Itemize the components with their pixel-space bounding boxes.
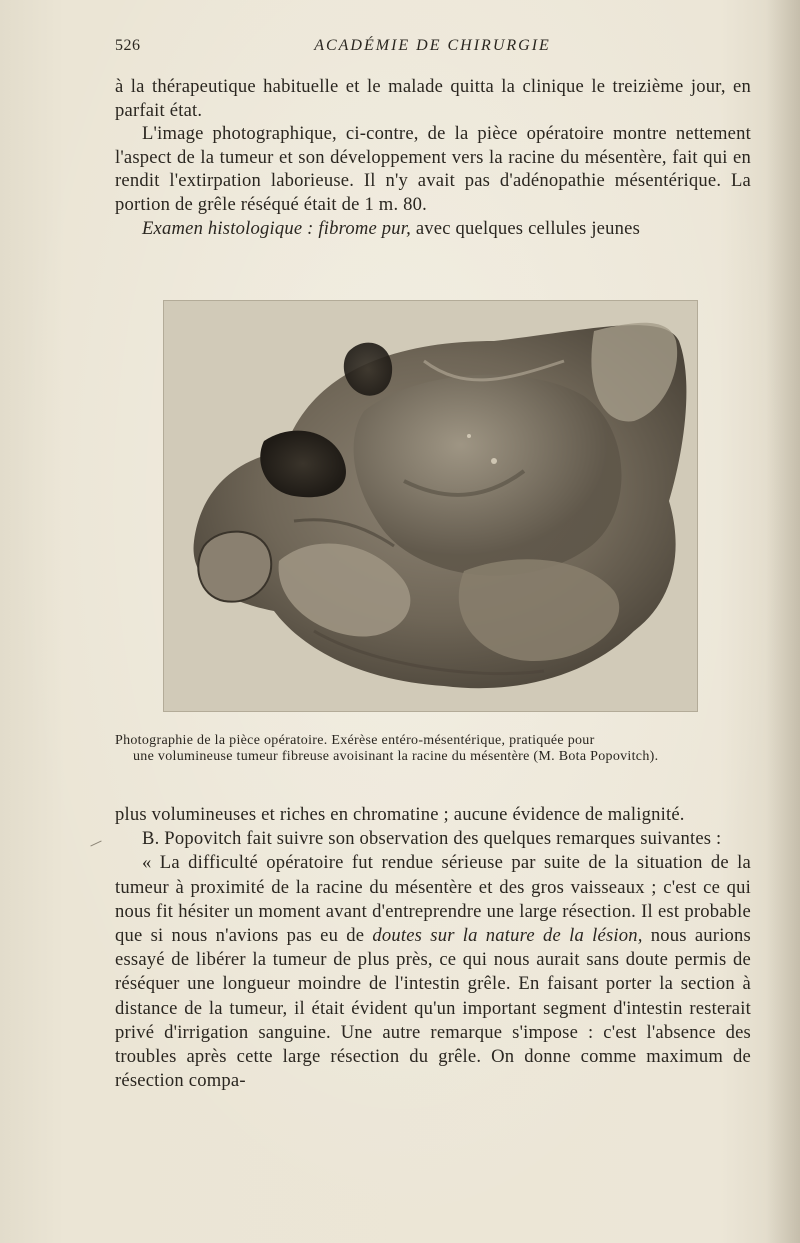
page-header bbox=[115, 37, 750, 59]
paragraph-text: avec quelques cellules jeunes bbox=[410, 217, 641, 239]
bottom-text-block bbox=[115, 803, 751, 1093]
paragraph: B. Popovitch fait suivre son observation des quelques remarques suivantes : bbox=[142, 828, 722, 850]
paragraph: L'image photographique, ci-contre, de la pièce opératoire montre nettement l'aspect de la tumeur et son développement vers la racine du mésentère, fait qui en rendit l'extirpation laborieuse. Il n'y avait pas d'adénopathie mésentérique. La portion de grêle réséqué était de 1 m. 80. bbox=[115, 123, 751, 215]
paragraph: à la thérapeutique habituelle et le malade quitta la clinique le treizième jour, en parfait état. bbox=[115, 76, 751, 121]
paragraph bbox=[115, 217, 751, 241]
intestine-cut-end bbox=[198, 532, 271, 602]
italic-phrase: doutes sur la nature de la lésion, bbox=[372, 925, 643, 947]
page-number: 526 bbox=[115, 37, 141, 54]
caption-line: Photographie de la pièce opératoire. Exérèse entéro-mésentérique, pratiquée pour bbox=[115, 733, 595, 748]
paragraph: plus volumineuses et riches en chromatine ; aucune évidence de malignité. bbox=[115, 804, 685, 825]
top-text-block bbox=[115, 75, 751, 240]
quoted-paragraph bbox=[115, 851, 751, 1093]
margin-mark bbox=[90, 841, 101, 847]
specimen-photograph-image bbox=[164, 301, 697, 711]
page-edge-shadow bbox=[766, 0, 800, 1243]
running-title: ACADÉMIE DE CHIRURGIE bbox=[314, 37, 551, 54]
paragraph-text: « La difficulté opératoire fut rendue sérieuse par suite de la situation de la tumeur à proximité de la racine du mésentère et des gros vaisseaux ; c'est ce qui nous fit hésiter un moment avant d'entreprendre une large résection. Il est probable que si nous n'avions pas eu de bbox=[115, 852, 751, 947]
caption-line: une volumineuse tumeur fibreuse avoisinant la racine du mésentère (M. Bota Popovitch). bbox=[133, 749, 659, 764]
figure-caption bbox=[115, 733, 751, 765]
italic-phrase: Examen histologique : fibrome pur, bbox=[142, 217, 411, 239]
paragraph-text: nous aurions essayé de libérer la tumeur de plus près, ce qui nous aurait sans doute permis de réséquer une longueur moindre de l'intestin grêle. En faisant porter la section à distance de la tumeur, il était évident qu'un important segment d'intestin resterait privé d'irrigation sanguine. Une autre remarque s'impose : c'est l'absence des troubles après cette large résection du grêle. On donne comme maximum de résection compa- bbox=[115, 925, 751, 1092]
specimen-photograph bbox=[163, 300, 698, 712]
